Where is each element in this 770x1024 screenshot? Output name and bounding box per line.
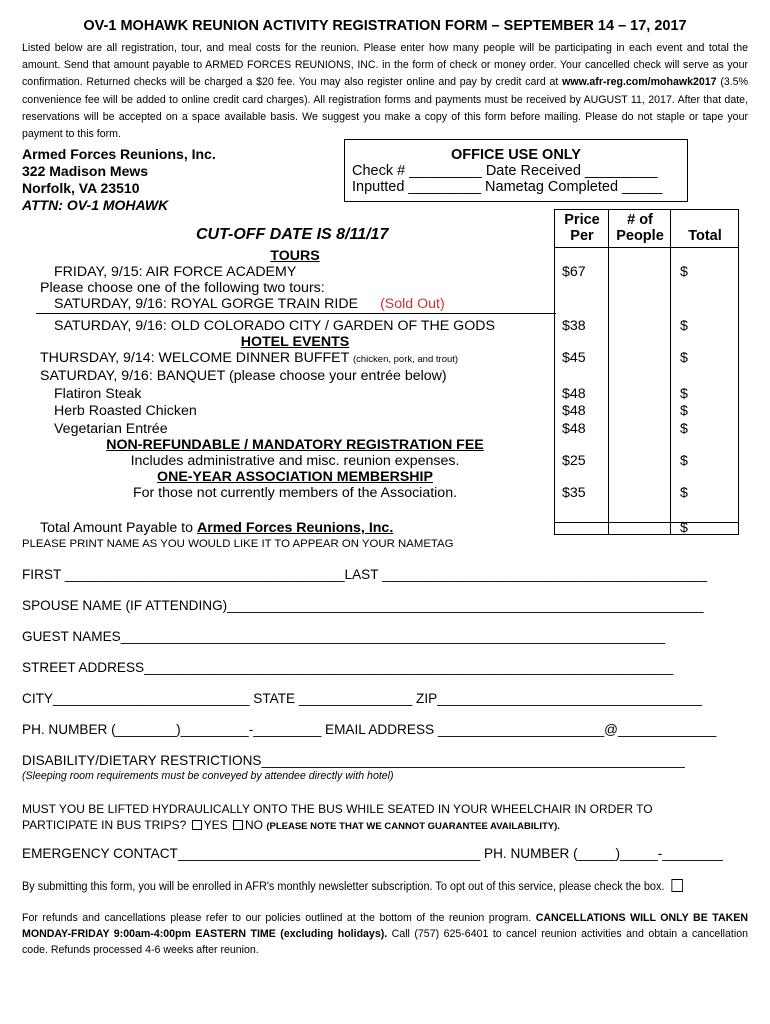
office-use-box xyxy=(344,139,688,202)
total-payee: Armed Forces Reunions, Inc. xyxy=(196,520,394,536)
col-people-header xyxy=(610,212,670,244)
guest-names-field[interactable]: GUEST NAMES________________________________________________________________________ xyxy=(22,629,666,644)
event-welcome-dinner xyxy=(40,350,458,368)
office-use-line-2: Inputted _________ Nametag Completed _____ xyxy=(352,179,663,195)
cutoff-date: CUT-OFF DATE IS 8/11/17 xyxy=(196,226,389,243)
entree-flatiron-steak-price: $48 xyxy=(562,386,586,402)
tour-air-force-academy-total[interactable]: $ xyxy=(680,264,688,280)
wheelchair-question-line-2 xyxy=(22,817,653,835)
tour-royal-gorge xyxy=(54,296,445,312)
total-amount-value[interactable]: $ xyxy=(680,520,688,536)
registration-fee-desc: Includes administrative and misc. reunion expenses. xyxy=(130,453,460,469)
registration-fee-heading: NON-REFUNDABLE / MANDATORY REGISTRATION FEE xyxy=(106,437,484,453)
entree-vegetarian-total[interactable]: $ xyxy=(680,421,688,437)
no-label: NO xyxy=(244,818,263,832)
intro-text-2: (3.5% convenience fee will be added to online credit card charges). All registration forms and payments must be received by AUGUST 11, 2017. After that date, reservations will be accepted on a space available basis. We suggest you make a copy of this form before mailing. Please do not staple or tape your payment to this form. xyxy=(22,76,748,141)
tour-old-colorado-city-price: $38 xyxy=(562,318,586,334)
address-line-2: 322 Madison Mews xyxy=(22,163,149,179)
col-price-label-2: Per xyxy=(570,228,594,244)
newsletter-optout xyxy=(22,879,683,893)
registration-url[interactable]: www.afr-reg.com/mohawk2017 xyxy=(562,76,717,89)
total-amount-label: Total Amount Payable to xyxy=(40,520,197,536)
wheelchair-question-label: PARTICIPATE IN BUS TRIPS? xyxy=(22,818,187,832)
choose-tour-note: Please choose one of the following two tours: xyxy=(40,280,325,296)
intro-paragraph xyxy=(22,40,748,143)
address-line-3: Norfolk, VA 23510 xyxy=(22,180,140,196)
col-total-header: Total xyxy=(688,228,722,244)
intro-text-1: Listed below are all registration, tour, and meal costs for the reunion. Please enter how many people will be participating in each event and total the amount. Send that amount payable to ARMED FORCES REUNIONS, INC. in the form of check or money order. Your cancelled check will serve as your confirmation. Returned checks will be charged a $20 fee. You may also register online and pay by credit card at xyxy=(22,42,748,89)
registration-fee-price: $25 xyxy=(562,453,586,469)
membership-heading: ONE-YEAR ASSOCIATION MEMBERSHIP xyxy=(157,469,433,485)
yes-label: YES xyxy=(203,818,228,832)
entree-herb-chicken-total[interactable]: $ xyxy=(680,403,688,419)
col-people-label-2: People xyxy=(616,228,664,244)
disability-field[interactable]: DISABILITY/DIETARY RESTRICTIONS________________________________________________________ xyxy=(22,753,685,768)
entree-vegetarian: Vegetarian Entrée xyxy=(54,421,168,437)
refund-policy xyxy=(22,910,748,958)
mailing-address xyxy=(22,146,216,214)
tour-air-force-academy-price: $67 xyxy=(562,264,586,280)
tours-heading: TOURS xyxy=(270,248,320,264)
sleeping-room-note: (Sleeping room requirements must be conveyed by attendee directly with hotel) xyxy=(22,770,394,782)
entree-flatiron-steak-total[interactable]: $ xyxy=(680,386,688,402)
col-price-header xyxy=(556,212,608,244)
entree-vegetarian-price: $48 xyxy=(562,421,586,437)
entree-flatiron-steak: Flatiron Steak xyxy=(54,386,142,402)
membership-total[interactable]: $ xyxy=(680,485,688,501)
registration-fee-total[interactable]: $ xyxy=(680,453,688,469)
yes-checkbox[interactable] xyxy=(192,820,202,830)
membership-price: $35 xyxy=(562,485,586,501)
entree-herb-chicken-price: $48 xyxy=(562,403,586,419)
sold-out-badge: (Sold Out) xyxy=(380,296,445,312)
cancellation-hours: CANCELLATIONS WILL ONLY BE TAKEN MONDAY-FRIDAY 9:00am-4:00pm EASTERN TIME (excluding holidays). xyxy=(22,912,748,940)
entree-herb-chicken: Herb Roasted Chicken xyxy=(54,403,197,419)
hotel-events-heading: HOTEL EVENTS xyxy=(240,334,350,350)
col-people-label: # of xyxy=(627,212,653,228)
emergency-contact-field[interactable]: EMERGENCY CONTACT________________________________________ PH. NUMBER (_____)_____-________ xyxy=(22,846,723,861)
refund-text-1: For refunds and cancellations please refer to our policies outlined at the bottom of the reunion program. xyxy=(22,912,536,924)
membership-desc: For those not currently members of the Association. xyxy=(132,485,458,501)
event-welcome-dinner-label: THURSDAY, 9/14: WELCOME DINNER BUFFET xyxy=(40,350,350,366)
tour-air-force-academy: FRIDAY, 9/15: AIR FORCE ACADEMY xyxy=(54,264,297,280)
city-state-zip-field[interactable]: CITY__________________________ STATE _______________ ZIP___________________________________ xyxy=(22,691,702,706)
event-banquet: SATURDAY, 9/16: BANQUET (please choose your entrée below) xyxy=(40,368,447,384)
address-line-1: Armed Forces Reunions, Inc. xyxy=(22,146,216,162)
total-amount xyxy=(40,520,393,536)
office-use-line-1: Check # _________ Date Received _________ xyxy=(352,163,658,179)
newsletter-text: By submitting this form, you will be enrolled in AFR's monthly newsletter subscription. To opt out of this service, please check the box. xyxy=(22,879,665,893)
event-welcome-dinner-total[interactable]: $ xyxy=(680,350,688,366)
newsletter-optout-checkbox[interactable] xyxy=(672,879,683,892)
wheelchair-availability-note: (PLEASE NOTE THAT WE CANNOT GUARANTEE AVAILABILITY). xyxy=(266,821,560,832)
spouse-name-field[interactable]: SPOUSE NAME (IF ATTENDING)_______________________________________________________________ xyxy=(22,598,704,613)
name-field[interactable]: FIRST _____________________________________LAST ___________________________________________ xyxy=(22,567,708,582)
form-title: OV-1 MOHAWK REUNION ACTIVITY REGISTRATION FORM – SEPTEMBER 14 – 17, 2017 xyxy=(83,18,687,34)
refund-text-2: Call (757) 625-6401 to cancel reunion activities and obtain a cancellation code. Refunds processed 4-6 weeks after reunion. xyxy=(22,928,748,956)
street-address-field[interactable]: STREET ADDRESS______________________________________________________________________ xyxy=(22,660,674,675)
wheelchair-question-line-1: MUST YOU BE LIFTED HYDRAULICALLY ONTO THE BUS WHILE SEATED IN YOUR WHEELCHAIR IN ORDER TO xyxy=(22,802,653,816)
tour-royal-gorge-label: SATURDAY, 9/16: ROYAL GORGE TRAIN RIDE xyxy=(54,296,359,312)
nametag-note: PLEASE PRINT NAME AS YOU WOULD LIKE IT TO APPEAR ON YOUR NAMETAG xyxy=(22,538,454,550)
phone-email-field[interactable]: PH. NUMBER (________)_________-_________ EMAIL ADDRESS ______________________@_____________ xyxy=(22,722,717,737)
no-checkbox[interactable] xyxy=(233,820,243,830)
event-welcome-dinner-price: $45 xyxy=(562,350,586,366)
wheelchair-question xyxy=(22,801,653,835)
tour-old-colorado-city: SATURDAY, 9/16: OLD COLORADO CITY / GARDEN OF THE GODS xyxy=(54,318,495,334)
tour-old-colorado-city-total[interactable]: $ xyxy=(680,318,688,334)
address-attn: ATTN: OV-1 MOHAWK xyxy=(22,197,169,213)
office-use-heading: OFFICE USE ONLY xyxy=(451,147,581,163)
col-price-label: Price xyxy=(564,212,600,228)
event-welcome-dinner-note: (chicken, pork, and trout) xyxy=(352,354,459,365)
